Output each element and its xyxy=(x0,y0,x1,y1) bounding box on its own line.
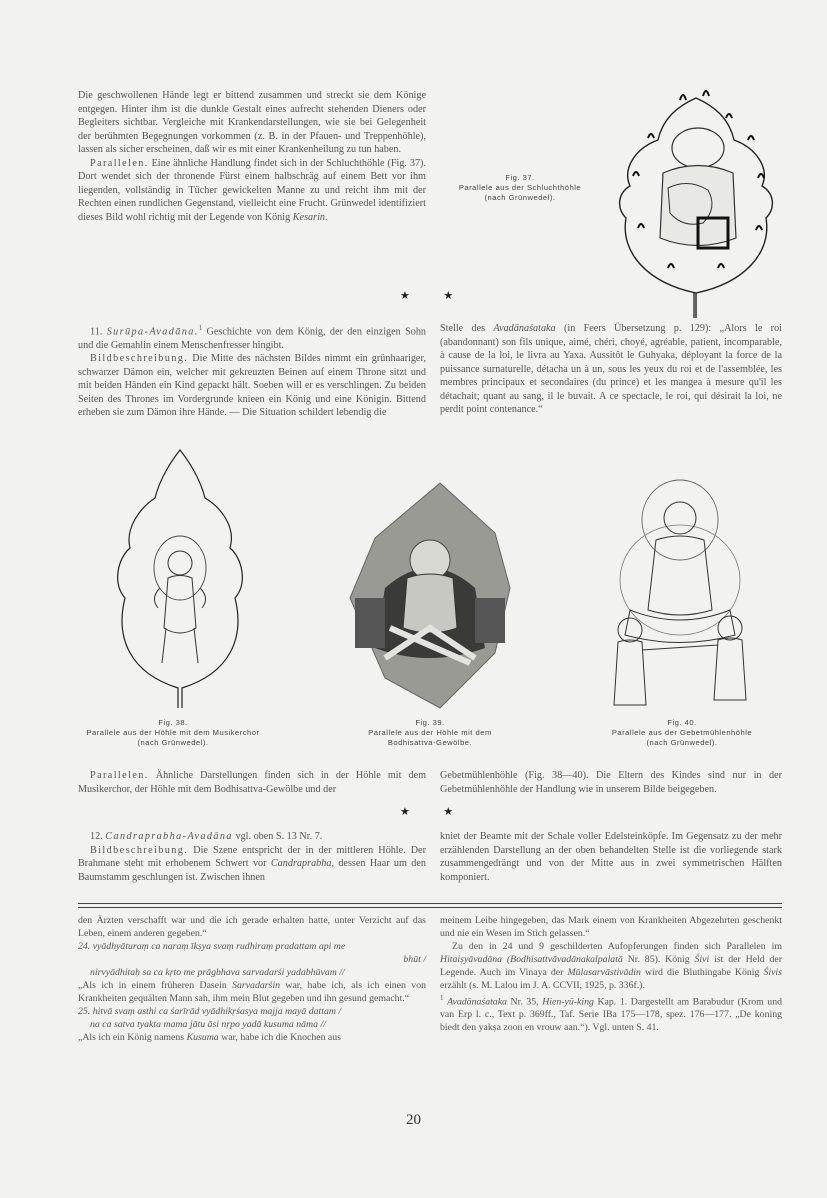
section11-description xyxy=(78,352,426,420)
footnote-1-c: Kap. 1. Dargestellt am Barabudur (Krom und van Erp l. c., Text p. 369ff., Taf. Serie IBa 175—178, spez. 176—177. „De koning biedt den yakṣa zoon en vrouw aan.“). Vgl. unten S. 41. xyxy=(440,996,783,1034)
section12-title: Candraprabha-Avadāna xyxy=(105,831,233,842)
fig38-image xyxy=(100,448,270,713)
verse-24-line1-end: bhūt / xyxy=(403,954,426,965)
section12-right-text: kniet der Beamte mit der Schale voller Edelsteinköpfe. Im Gegensatz zu der mehr erzählenden Darstellung an der oben behandelten Stelle ist die vorliegende stark zusammengedrängt und von der Mitte aus in zwei symmetrischen Hälften komponiert. xyxy=(440,831,782,883)
parallels2-right xyxy=(440,769,782,796)
fig37-image xyxy=(608,78,783,320)
sarvadarsin-name: Sarvadarśin xyxy=(232,980,280,991)
fig38-caption xyxy=(78,718,268,747)
translation-24 xyxy=(78,979,426,1005)
section11-title-para xyxy=(78,322,426,352)
footnote-1-avadanasataka: Avadānaśataka xyxy=(447,996,507,1008)
section12-text-a: Die Szene entspricht der in der mittleren Höhle. Der Brahmane steht mit erhobenem Schwert vor xyxy=(78,844,426,869)
hitaisyavadana-name: Hitaiṣyāvadāna (Bodhisattvāvadānakalpalatā xyxy=(440,954,623,965)
fig39-number: Fig. 39. xyxy=(415,718,445,727)
translation-25-a: „Als ich ein König namens xyxy=(78,1032,187,1043)
translation-24-a: „Als ich in einem früheren Dasein xyxy=(78,980,233,991)
fig40-line1: Parallele aus der Gebetmühlenhöhle xyxy=(611,727,753,737)
section12-text-b: , dessen Haar um den Baumstamm geschlungen ist. Zwischen ihnen xyxy=(78,858,426,883)
footnote-1-mark: 1 xyxy=(440,994,444,1002)
intro-text-block xyxy=(78,89,426,224)
footnote-left-continuation: den Ärzten verschafft war und die ich gerade erhalten hatte, unter Verzicht auf das Leben, einem anderen gegeben.“ xyxy=(78,915,426,939)
footnotes-right xyxy=(440,914,782,1034)
footnote-1 xyxy=(440,992,782,1034)
parallels-fn-c: ist der Held der Legende. Auch im Vinaya der xyxy=(440,954,783,978)
page-number: 20 xyxy=(406,1112,421,1128)
candraprabha-name: Candraprabha xyxy=(270,858,332,869)
footnote-ref: 1 xyxy=(198,324,203,332)
parallels2-left xyxy=(78,769,426,796)
fig39-image xyxy=(345,478,515,713)
parallels-footnote xyxy=(440,940,782,992)
hien-yu-king-name: Hien-yü-king xyxy=(542,996,594,1008)
fig38-number: Fig. 38. xyxy=(158,718,188,727)
section12-description xyxy=(78,844,426,885)
mulasarvastivadin-name: Mūlasarvāstivādin xyxy=(567,967,641,978)
bildbeschreibung-heading-2: Bildbeschreibung. xyxy=(90,844,189,856)
fig39-caption xyxy=(340,718,520,747)
fig37-caption xyxy=(440,173,600,202)
parallels2-right-text: Gebetmühlenhöhle (Fig. 38—40). Die Eltern des Kindes sind nur in der Gebetmühlenhöhle der Handlung wie in unserem Bilde beigegeben. xyxy=(440,770,782,795)
fig38-line1: Parallele aus der Höhle mit dem Musikerchor xyxy=(86,727,260,737)
footnote-rule-top xyxy=(78,903,782,904)
fig39-line1: Parallele aus der Höhle mit dem xyxy=(368,727,492,737)
parallels-paragraph xyxy=(78,157,426,225)
quote-text: (in Feers Übersetzung p. 129): „Alors le roi (abandonnant) son fils unique, aimé, chéri, choyé, agréable, patient, incomparable, à cause de la loi, le livra au Yaxa. Aussitôt le Guhyaka, déployant la force de la puissance surnaturelle, détacha un à un, sous les yeux du roi et de l'assemblée, les membres principaux et secondaires (du prince) et les mangea à mesure qu'il les détachait; quant au sang, il le buvait. A ce spectacle, le roi, qui désirait la loi, ne perdit point contenance.“ xyxy=(440,323,782,415)
section12-number: 12. xyxy=(90,831,103,842)
verse-24-line2-text: nirvyādhitaḥ sa ca kṛto me prāgbhava sarvadarśi yadabhūvam // xyxy=(90,967,345,978)
translation-25 xyxy=(78,1031,426,1044)
section11-title: Surūpa-Avadāna. xyxy=(106,326,199,338)
fig40-line2: (nach Grünwedel). xyxy=(646,737,718,747)
avadanasataka-name: Avadānaśataka xyxy=(493,323,556,334)
section12-left xyxy=(78,830,426,884)
kesarin-name: Kesarin xyxy=(292,211,326,223)
section11-summary: Geschichte von dem König, der den einzigen Sohn und die Gemahlin einem Menschenfresser hingibt. xyxy=(78,326,427,351)
verse-24-line1: 24. vyādhyāturaṃ ca naraṃ īkṣya svaṃ rudhiraṃ pradattam api me xyxy=(78,941,346,952)
parallels2-heading: Parallelen. xyxy=(90,770,149,781)
footnotes-left xyxy=(78,914,426,1044)
parallels-fn-a: Zu den in 24 und 9 geschilderten Aufopferungen finden sich Parallelen im xyxy=(452,941,782,952)
footnote-right-continuation: meinem Leibe hingegeben, das Mark einem von Krankheiten Abgezehrten geschenkt und nie ein Wesen im Stich gelassen.“ xyxy=(440,915,782,939)
sivi-name: Śivi xyxy=(694,954,710,965)
quote-intro: Stelle des xyxy=(440,323,494,334)
section12-ref: vgl. oben S. 13 Nr. 7. xyxy=(232,831,323,842)
section11-left xyxy=(78,322,426,420)
footnote-rule-bottom xyxy=(78,907,782,908)
kusuma-name: Kusuma xyxy=(186,1032,219,1043)
verse-25-line2 xyxy=(78,1018,426,1031)
fig38-line2: (nach Grünwedel). xyxy=(137,737,209,747)
verse-25-line2-text: na ca satva tyakta mama jātu āsi nṛpo yadā kusuma nāma // xyxy=(90,1019,326,1030)
sivis-name: Śivis xyxy=(763,967,782,978)
verse-25-line1: 25. hitvā svaṃ asthi ca śarīrād vyādhikṛśasya majja mayā dattam / xyxy=(78,1006,342,1017)
period: . xyxy=(325,211,328,223)
fig37-line2: (nach Grünwedel). xyxy=(484,192,556,202)
intro-paragraph: Die geschwollenen Hände legt er bittend zusammen und streckt sie dem Könige entgegen. Hinter ihm ist die dunkle Gestalt eines aufrecht stehenden Dieners oder Begleiters sichtbar. Vergleiche mit Krankendarstellungen, wie sie bei Gelegenheit der berühmten Begegnungen vorkommen (z. B. in der Pfauen- und Treppenhöhle), lassen als sicher erscheinen, daß wir es mit einer Krankenheilung zu tun haben. xyxy=(78,90,426,155)
section-divider-stars: ★ ★ xyxy=(400,289,454,302)
translation-25-b: war, habe ich die Knochen aus xyxy=(218,1032,341,1043)
footnote-1-b: Nr. 35, xyxy=(506,996,543,1008)
verse-25 xyxy=(78,1005,426,1018)
translation-24-b: war, habe ich, als ich einen von Krankheiten gequälten Mann sah, ihm mein Blut gegeben und ihn gesund gemacht.“ xyxy=(78,980,426,1004)
section11-number: 11. xyxy=(90,326,103,338)
bildbeschreibung-heading: Bildbeschreibung. xyxy=(90,353,189,365)
avadanasataka-quote xyxy=(440,322,782,417)
fig39-line2: Bodhisattva-Gewölbe. xyxy=(387,737,473,747)
parallels-text: Eine ähnliche Handlung findet sich in der Schluchthöhle (Fig. 37). Dort wendet sich der thronende Fürst einem halbschräg auf einem Bett vor ihm liegenden, vollständig in Tücher gewickelten Manne zu und reicht ihm mit der Rechten einen rundlichen Gegenstand, vielleicht eine Frucht. Grünwedel identifiziert dieses Bild wohl richtig mit der Legende von König xyxy=(78,157,426,223)
verse-24-end xyxy=(78,953,426,966)
section12-title-para xyxy=(78,830,426,844)
parallels-fn-e: erzählt (s. M. Lalou im J. A. CCVII, 1925, p. 336f.). xyxy=(440,980,645,991)
verse-24 xyxy=(78,940,426,953)
verse-24-line2 xyxy=(78,966,426,979)
fig40-image xyxy=(590,470,770,715)
parallels-heading: Parallelen. xyxy=(90,157,149,169)
fig40-caption xyxy=(582,718,782,747)
section-divider-stars-2: ★ ★ xyxy=(400,805,454,818)
section11-right xyxy=(440,322,782,417)
section12-right xyxy=(440,830,782,884)
parallels-fn-d: wird die Bluthingabe König xyxy=(640,967,764,978)
fig40-number: Fig. 40. xyxy=(667,718,697,727)
section11-description-text: Die Mitte des nächsten Bildes nimmt ein grünhaariger, schwarzer Dämon ein, welcher mit gekreuzten Beinen auf einem Throne sitzt und mit beiden Händen ein Kind gepackt hält. Soeben will er es verschlingen. Zu beiden Seiten des Thrones im Vordergrunde knieen ein König und eine Königin. Bittend erheben sie zum Dämon ihre Hände. — Die Situation schildert lebendig die xyxy=(78,353,426,419)
parallels2-left-body: Ähnliche Darstellungen finden sich in der Höhle mit dem Musikerchor, der Höhle mit dem Bodhisattva-Gewölbe und der xyxy=(78,770,426,795)
fig37-number: Fig. 37. xyxy=(505,173,535,182)
parallels2-left-text xyxy=(78,769,426,796)
fig37-line1: Parallele aus der Schluchthöhle xyxy=(458,182,582,192)
parallels-fn-b: Nr. 85). König xyxy=(622,954,695,965)
